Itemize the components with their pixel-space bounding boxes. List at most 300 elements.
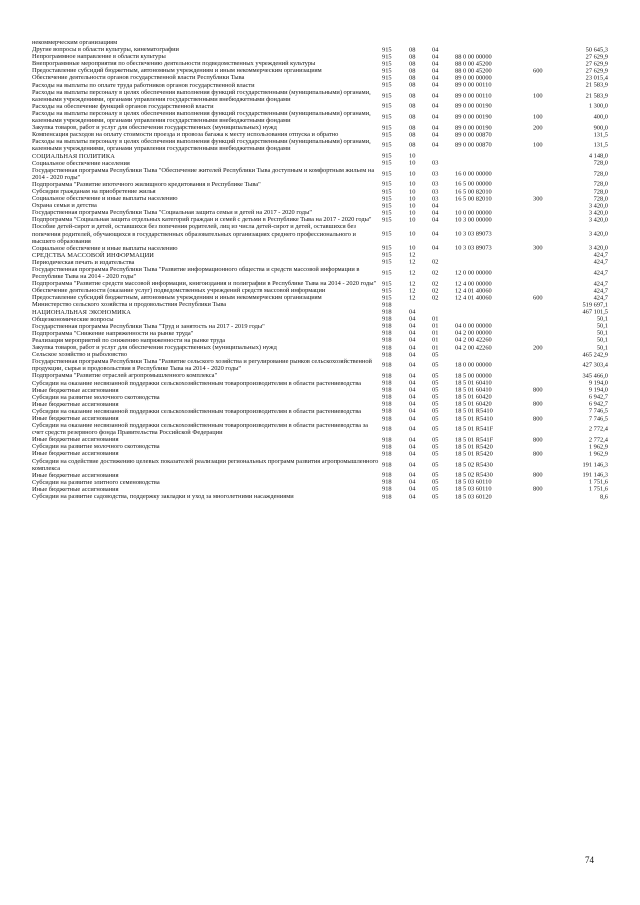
- row-subsection-code: 04: [432, 92, 439, 100]
- table-row: [32, 493, 608, 500]
- row-target-article-code: 18 0 00 00000: [455, 361, 492, 369]
- row-expense-type-code: 800: [533, 400, 543, 408]
- row-section-code: 04: [409, 443, 416, 451]
- row-ministry-code: 915: [382, 141, 392, 149]
- row-target-article-code: 89 0 00 00110: [455, 81, 492, 89]
- row-description: Обеспечение деятельности органов государственной власти Республики Тыва: [32, 74, 245, 82]
- table-row: [32, 436, 608, 443]
- row-ministry-code: 915: [382, 67, 392, 75]
- table-row: [32, 337, 608, 344]
- row-description: Другие вопросы в области культуры, кинематографии: [32, 46, 179, 54]
- row-target-article-code: 18 5 01 R5410: [455, 407, 493, 415]
- row-section-code: 08: [409, 67, 416, 75]
- row-target-article-code: 89 0 00 00000: [455, 74, 492, 82]
- row-amount: 6 942,7: [588, 393, 608, 401]
- row-ministry-code: 915: [382, 202, 392, 210]
- row-target-article-code: 10 3 03 89073: [455, 230, 492, 238]
- row-ministry-code: 918: [382, 351, 392, 359]
- table-row: [32, 46, 608, 53]
- row-target-article-code: 04 2 00 42260: [455, 344, 492, 352]
- row-section-code: 10: [409, 209, 416, 217]
- table-row: [32, 82, 608, 89]
- row-expense-type-code: 800: [533, 450, 543, 458]
- table-row: [32, 153, 608, 160]
- row-ministry-code: 918: [382, 485, 392, 493]
- row-subsection-code: 04: [432, 230, 439, 238]
- table-row: [32, 294, 608, 301]
- page-number: 74: [585, 855, 594, 865]
- row-description: Иные бюджетные ассигнования: [32, 485, 119, 493]
- row-section-code: 10: [409, 195, 416, 203]
- row-ministry-code: 918: [382, 315, 392, 323]
- row-target-article-code: 18 5 01 60420: [455, 400, 492, 408]
- row-target-article-code: 12 0 00 00000: [455, 269, 492, 277]
- row-amount: 1 962,9: [588, 443, 608, 451]
- row-amount: 27 629,9: [585, 67, 608, 75]
- row-expense-type-code: 100: [533, 92, 543, 100]
- row-ministry-code: 918: [382, 436, 392, 444]
- row-subsection-code: 05: [432, 493, 439, 500]
- row-subsection-code: 01: [432, 329, 439, 337]
- row-ministry-code: 915: [382, 102, 392, 110]
- row-subsection-code: 02: [432, 294, 439, 302]
- row-amount: 9 194,0: [588, 386, 608, 394]
- row-description: Субсидии на развитие садоводства, поддержку закладки и уход за многолетними насаждениями: [32, 493, 294, 500]
- row-description: Государственная программа Республики Тыва "Развитие сельского хозяйства и регулирование рынков сельскохозяйственной продукции, сырья и продовольствия в Республике Тыва на 2014 - 2020 годы": [32, 358, 372, 373]
- row-ministry-code: 915: [382, 251, 392, 259]
- row-subsection-code: 02: [432, 280, 439, 288]
- row-ministry-code: 918: [382, 344, 392, 352]
- row-target-article-code: 89 0 00 00110: [455, 92, 492, 100]
- row-subsection-code: 05: [432, 436, 439, 444]
- row-target-article-code: 18 5 03 60110: [455, 485, 492, 493]
- row-subsection-code: 05: [432, 393, 439, 401]
- row-subsection-code: 03: [432, 159, 439, 167]
- row-subsection-code: 05: [432, 443, 439, 451]
- table-row: [32, 209, 608, 216]
- row-description: Иные бюджетные ассигнования: [32, 386, 119, 394]
- row-section-code: 10: [409, 216, 416, 224]
- row-description: Расходы на выплаты по оплате труда работников органов государственной власти: [32, 81, 255, 89]
- row-section-code: 08: [409, 102, 416, 110]
- row-subsection-code: 05: [432, 351, 439, 359]
- row-description: Компенсация расходов на оплату стоимости проезда и провоза багажа к месту использования отпуска и обратно: [32, 131, 339, 139]
- row-expense-type-code: 800: [533, 436, 543, 444]
- row-section-code: 10: [409, 244, 416, 252]
- row-subsection-code: 04: [432, 216, 439, 224]
- row-amount: 424,7: [593, 269, 608, 277]
- row-ministry-code: 915: [382, 46, 392, 54]
- row-target-article-code: 12 4 00 00000: [455, 280, 492, 288]
- row-subsection-code: 05: [432, 471, 439, 479]
- row-target-article-code: 18 5 01 R5420: [455, 443, 493, 451]
- row-description: Государственная программа Республики Тыва "Обеспечение жителей Республики Тыва доступным и комфортным жильем на 2014 - 2020 годы": [32, 166, 375, 181]
- row-section-code: 04: [409, 493, 416, 500]
- row-section-code: 12: [409, 280, 416, 288]
- table-row: [32, 103, 608, 110]
- row-section-code: 04: [409, 471, 416, 479]
- row-description: Закупка товаров, работ и услуг для обеспечения государственных (муниципальных) нужд: [32, 344, 277, 352]
- row-amount: 1 962,9: [588, 450, 608, 458]
- row-description: Социальное обеспечение и иные выплаты населению: [32, 195, 178, 203]
- table-row: [32, 422, 608, 436]
- row-ministry-code: 915: [382, 187, 392, 195]
- row-subsection-code: 05: [432, 478, 439, 486]
- row-description: Предоставление субсидий бюджетным, автономным учреждениям и иным некоммерческим организациям: [32, 294, 322, 302]
- table-row: [32, 67, 608, 74]
- row-description: СОЦИАЛЬНАЯ ПОЛИТИКА: [32, 152, 115, 160]
- row-description: Расходы на выплаты персоналу в целях обеспечения выполнения функций государственными (муниципальными) органами, казенными учреждениями, органами управления государственными внебюджетными фондами: [32, 138, 371, 153]
- table-row: [32, 472, 608, 479]
- row-expense-type-code: 200: [533, 124, 543, 132]
- row-amount: 728,0: [593, 170, 608, 178]
- row-amount: 191 146,3: [582, 461, 608, 469]
- row-target-article-code: 88 0 00 45200: [455, 67, 492, 75]
- table-row: [32, 188, 608, 195]
- table-row: [32, 53, 608, 60]
- row-description: Иные бюджетные ассигнования: [32, 400, 119, 408]
- row-section-code: 12: [409, 287, 416, 295]
- row-ministry-code: 918: [382, 393, 392, 401]
- row-section-code: 04: [409, 351, 416, 359]
- row-description: Периодическая печать и издательства: [32, 258, 135, 266]
- row-section-code: 04: [409, 393, 416, 401]
- row-target-article-code: 04 2 00 42260: [455, 336, 492, 344]
- row-amount: 467 101,5: [582, 308, 608, 316]
- row-subsection-code: 04: [432, 81, 439, 89]
- row-ministry-code: 918: [382, 471, 392, 479]
- row-ministry-code: 915: [382, 81, 392, 89]
- row-target-article-code: 04 2 00 00000: [455, 329, 492, 337]
- table-row: [32, 138, 608, 152]
- row-ministry-code: 915: [382, 280, 392, 288]
- row-amount: 345 466,0: [582, 372, 608, 380]
- table-row: [32, 167, 608, 181]
- row-section-code: 12: [409, 294, 416, 302]
- row-amount: 50,1: [596, 322, 608, 330]
- row-expense-type-code: 100: [533, 141, 543, 149]
- row-amount: 191 146,3: [582, 471, 608, 479]
- row-description: Субсидии на развитие молочного скотоводства: [32, 393, 160, 401]
- row-section-code: 04: [409, 436, 416, 444]
- row-ministry-code: 918: [382, 386, 392, 394]
- row-section-code: 10: [409, 230, 416, 238]
- table-row: [32, 443, 608, 450]
- row-ministry-code: 915: [382, 195, 392, 203]
- row-target-article-code: 89 0 00 00190: [455, 113, 492, 121]
- row-target-article-code: 18 5 01 R541F: [455, 425, 494, 433]
- row-ministry-code: 918: [382, 329, 392, 337]
- row-section-code: 04: [409, 308, 416, 316]
- row-description: некоммерческим организациям: [32, 39, 118, 46]
- row-section-code: 08: [409, 141, 416, 149]
- row-subsection-code: 05: [432, 400, 439, 408]
- row-subsection-code: 05: [432, 361, 439, 369]
- row-description: Подпрограмма "Развитие средств массовой информации, книгоиздания и полиграфии в Республике Тыва на 2014 - 2020 годы": [32, 280, 377, 288]
- row-description: Охрана семьи и детства: [32, 202, 97, 210]
- row-subsection-code: 01: [432, 344, 439, 352]
- row-expense-type-code: 800: [533, 485, 543, 493]
- row-ministry-code: 918: [382, 443, 392, 451]
- table-row: [32, 415, 608, 422]
- table-row: [32, 479, 608, 486]
- row-description: Государственная программа Республики Тыва "Развитие информационного общества и средств массовой информации в Республике Тыва на 2014 - 2020 годы": [32, 266, 360, 281]
- row-subsection-code: 01: [432, 315, 439, 323]
- row-description: Пособие детей-сирот и детей, оставшихся без попечения родителей, лиц из числа детей-сирот и детей, оставшихся без попечения родителей, обучающихся в государственных образовательных организациях среднего профессионального и высшего образования: [32, 223, 356, 245]
- row-expense-type-code: 800: [533, 386, 543, 394]
- row-section-code: 10: [409, 187, 416, 195]
- row-target-article-code: 12 4 01 40060: [455, 287, 492, 295]
- row-description: Подпрограмма "Развитие отраслей агропромышленного комплекса": [32, 372, 218, 380]
- row-section-code: 12: [409, 258, 416, 266]
- row-target-article-code: 18 5 01 R5420: [455, 450, 493, 458]
- row-expense-type-code: 600: [533, 294, 543, 302]
- row-description: Субсидии на оказание несвязанной поддержки сельскохозяйственным товаропроизводителям в области растениеводства: [32, 407, 361, 415]
- row-subsection-code: 02: [432, 287, 439, 295]
- row-subsection-code: 04: [432, 102, 439, 110]
- row-section-code: 08: [409, 81, 416, 89]
- row-description: НАЦИОНАЛЬНАЯ ЭКОНОМИКА: [32, 308, 131, 316]
- table-row: [32, 160, 608, 167]
- row-description: Государственная программа Республики Тыва "Труд и занятость на 2017 - 2019 годы": [32, 322, 265, 330]
- row-description: Внепрограммные мероприятия по обеспечению деятельности подведомственных учреждений культуры: [32, 60, 316, 68]
- row-description: Социальное обеспечение и иные выплаты населению: [32, 244, 178, 252]
- row-expense-type-code: 200: [533, 344, 543, 352]
- row-amount: 50,1: [596, 315, 608, 323]
- row-ministry-code: 915: [382, 230, 392, 238]
- row-section-code: 04: [409, 379, 416, 387]
- table-row: [32, 309, 608, 316]
- row-target-article-code: 89 0 00 00870: [455, 141, 492, 149]
- row-subsection-code: 04: [432, 202, 439, 210]
- row-ministry-code: 915: [382, 258, 392, 266]
- row-section-code: 04: [409, 485, 416, 493]
- row-subsection-code: 01: [432, 322, 439, 330]
- row-description: Субсидии на развитие элитного семеноводства: [32, 478, 160, 486]
- row-amount: 427 303,4: [582, 361, 608, 369]
- table-row: [32, 458, 608, 472]
- row-description: Общеэкономические вопросы: [32, 315, 114, 323]
- table-row: [32, 358, 608, 372]
- row-subsection-code: 05: [432, 379, 439, 387]
- row-section-code: 08: [409, 53, 416, 61]
- row-target-article-code: 18 5 00 00000: [455, 372, 492, 380]
- row-amount: 131,5: [593, 141, 608, 149]
- row-subsection-code: 04: [432, 113, 439, 121]
- row-ministry-code: 915: [382, 287, 392, 295]
- row-ministry-code: 915: [382, 170, 392, 178]
- row-amount: 50,1: [596, 329, 608, 337]
- row-amount: 728,0: [593, 195, 608, 203]
- row-amount: 1 751,6: [588, 478, 608, 486]
- table-row: [32, 60, 608, 67]
- row-ministry-code: 918: [382, 379, 392, 387]
- row-description: Расходы на выплаты персоналу в целях обеспечения выполнения функций государственными (муниципальными) органами, казенными учреждениями, органами управления государственными внебюджетными фондами: [32, 88, 371, 103]
- row-description: Расходы на обеспечение функций органов государственной власти: [32, 102, 214, 110]
- row-amount: 1 751,6: [588, 485, 608, 493]
- row-section-code: 04: [409, 414, 416, 422]
- table-row: [32, 223, 608, 244]
- row-description: Сельское хозяйство и рыболовство: [32, 351, 128, 359]
- row-amount: 519 697,1: [582, 301, 608, 309]
- row-subsection-code: 03: [432, 195, 439, 203]
- row-ministry-code: 915: [382, 209, 392, 217]
- row-amount: 9 194,0: [588, 379, 608, 387]
- row-amount: 3 420,0: [588, 209, 608, 217]
- row-amount: 7 746,5: [588, 414, 608, 422]
- table-row: [32, 316, 608, 323]
- row-ministry-code: 915: [382, 124, 392, 132]
- row-amount: 3 420,0: [588, 216, 608, 224]
- row-section-code: 08: [409, 113, 416, 121]
- table-row: [32, 110, 608, 124]
- row-description: Субсидии гражданам на приобретение жилья: [32, 187, 156, 195]
- row-amount: 900,0: [593, 124, 608, 132]
- row-amount: 4 148,0: [588, 152, 608, 160]
- row-ministry-code: 918: [382, 361, 392, 369]
- row-amount: 3 420,0: [588, 244, 608, 252]
- row-amount: 424,7: [593, 280, 608, 288]
- row-section-code: 04: [409, 450, 416, 458]
- row-amount: 21 583,9: [585, 92, 608, 100]
- row-amount: 131,5: [593, 131, 608, 139]
- row-amount: 728,0: [593, 187, 608, 195]
- row-description: Субсидии на оказание несвязанной поддержки сельскохозяйственным товаропроизводителям в области растениеводства за счет средств резервного фонда Правительства Российской Федерации: [32, 422, 368, 437]
- row-subsection-code: 05: [432, 425, 439, 433]
- table-row: [32, 401, 608, 408]
- row-section-code: 04: [409, 461, 416, 469]
- table-row: [32, 287, 608, 294]
- row-section-code: 12: [409, 251, 416, 259]
- row-ministry-code: 918: [382, 308, 392, 316]
- row-amount: 50,1: [596, 336, 608, 344]
- table-row: [32, 344, 608, 351]
- row-ministry-code: 915: [382, 53, 392, 61]
- table-row: [32, 89, 608, 103]
- row-description: Непрограммное направление в области культуры: [32, 53, 166, 61]
- row-ministry-code: 918: [382, 336, 392, 344]
- row-target-article-code: 88 0 00 00000: [455, 53, 492, 61]
- table-row: [32, 408, 608, 415]
- row-target-article-code: 18 5 03 60110: [455, 478, 492, 486]
- row-amount: 728,0: [593, 180, 608, 188]
- row-target-article-code: 18 5 01 R5410: [455, 414, 493, 422]
- row-section-code: 12: [409, 269, 416, 277]
- table-row: [32, 181, 608, 188]
- row-amount: 27 629,9: [585, 53, 608, 61]
- table-row: [32, 131, 608, 138]
- row-ministry-code: 915: [382, 131, 392, 139]
- row-ministry-code: 918: [382, 372, 392, 380]
- row-subsection-code: 01: [432, 336, 439, 344]
- row-ministry-code: 915: [382, 60, 392, 68]
- row-subsection-code: 05: [432, 450, 439, 458]
- row-target-article-code: 18 5 02 R5430: [455, 471, 493, 479]
- row-target-article-code: 10 0 00 00000: [455, 209, 492, 217]
- row-target-article-code: 16 5 00 00000: [455, 180, 492, 188]
- row-amount: 424,7: [593, 287, 608, 295]
- row-target-article-code: 88 0 00 45200: [455, 60, 492, 68]
- row-ministry-code: 915: [382, 159, 392, 167]
- row-amount: 50,1: [596, 344, 608, 352]
- row-ministry-code: 918: [382, 400, 392, 408]
- row-subsection-code: 04: [432, 124, 439, 132]
- row-section-code: 04: [409, 315, 416, 323]
- row-amount: 400,0: [593, 113, 608, 121]
- row-description: Государственная программа Республики Тыва "Социальная защита семьи и детей на 2017 - 2020 годы": [32, 209, 312, 217]
- row-target-article-code: 89 0 00 00870: [455, 131, 492, 139]
- row-section-code: 08: [409, 124, 416, 132]
- row-subsection-code: 04: [432, 74, 439, 82]
- row-ministry-code: 915: [382, 244, 392, 252]
- table-row: [32, 259, 608, 266]
- row-target-article-code: 04 0 00 00000: [455, 322, 492, 330]
- row-description: Реализация мероприятий по снижению напряженности на рынке труда: [32, 336, 226, 344]
- table-row: [32, 387, 608, 394]
- row-target-article-code: 89 0 00 00190: [455, 102, 492, 110]
- row-amount: 2 772,4: [588, 425, 608, 433]
- table-row: [32, 280, 608, 287]
- row-expense-type-code: 800: [533, 414, 543, 422]
- row-section-code: 04: [409, 400, 416, 408]
- table-row: [32, 380, 608, 387]
- row-target-article-code: 18 5 01 R541F: [455, 436, 494, 444]
- row-target-article-code: 16 0 00 00000: [455, 170, 492, 178]
- row-section-code: 10: [409, 170, 416, 178]
- table-row: [32, 301, 608, 308]
- row-subsection-code: 04: [432, 46, 439, 54]
- row-description: Иные бюджетные ассигнования: [32, 414, 119, 422]
- row-ministry-code: 915: [382, 180, 392, 188]
- table-row: [32, 330, 608, 337]
- row-amount: 465 242,9: [582, 351, 608, 359]
- table-row: [32, 124, 608, 131]
- budget-table: [32, 39, 608, 500]
- row-section-code: 08: [409, 92, 416, 100]
- row-section-code: 04: [409, 336, 416, 344]
- row-ministry-code: 918: [382, 461, 392, 469]
- row-section-code: 04: [409, 329, 416, 337]
- row-subsection-code: 05: [432, 485, 439, 493]
- table-row: [32, 372, 608, 379]
- table-row: [32, 202, 608, 209]
- row-description: Субсидии на содействие достижению целевых показателей реализации региональных программ развития агропромышленного комплекса: [32, 457, 379, 472]
- table-row: [32, 74, 608, 81]
- row-section-code: 10: [409, 180, 416, 188]
- row-section-code: 04: [409, 407, 416, 415]
- row-target-article-code: 18 5 01 60410: [455, 379, 492, 387]
- row-description: Обеспечение деятельности (оказание услуг) подведомственных учреждений средств массовой информации: [32, 287, 326, 295]
- row-ministry-code: 915: [382, 294, 392, 302]
- row-description: Предоставление субсидий бюджетным, автономным учреждениям и иным некоммерческим организациям: [32, 67, 322, 75]
- row-target-article-code: 18 5 01 60420: [455, 393, 492, 401]
- row-target-article-code: 89 0 00 00190: [455, 124, 492, 132]
- row-section-code: 04: [409, 478, 416, 486]
- row-ministry-code: 915: [382, 113, 392, 121]
- row-expense-type-code: 300: [533, 244, 543, 252]
- row-expense-type-code: 100: [533, 113, 543, 121]
- row-section-code: 04: [409, 344, 416, 352]
- row-amount: 21 583,9: [585, 81, 608, 89]
- row-section-code: 08: [409, 60, 416, 68]
- row-amount: 7 746,5: [588, 407, 608, 415]
- row-ministry-code: 918: [382, 425, 392, 433]
- row-ministry-code: 918: [382, 414, 392, 422]
- row-description: Субсидии на развитие молочного скотоводства: [32, 443, 160, 451]
- row-subsection-code: 04: [432, 209, 439, 217]
- row-target-article-code: 18 5 03 60120: [455, 493, 492, 500]
- row-ministry-code: 918: [382, 450, 392, 458]
